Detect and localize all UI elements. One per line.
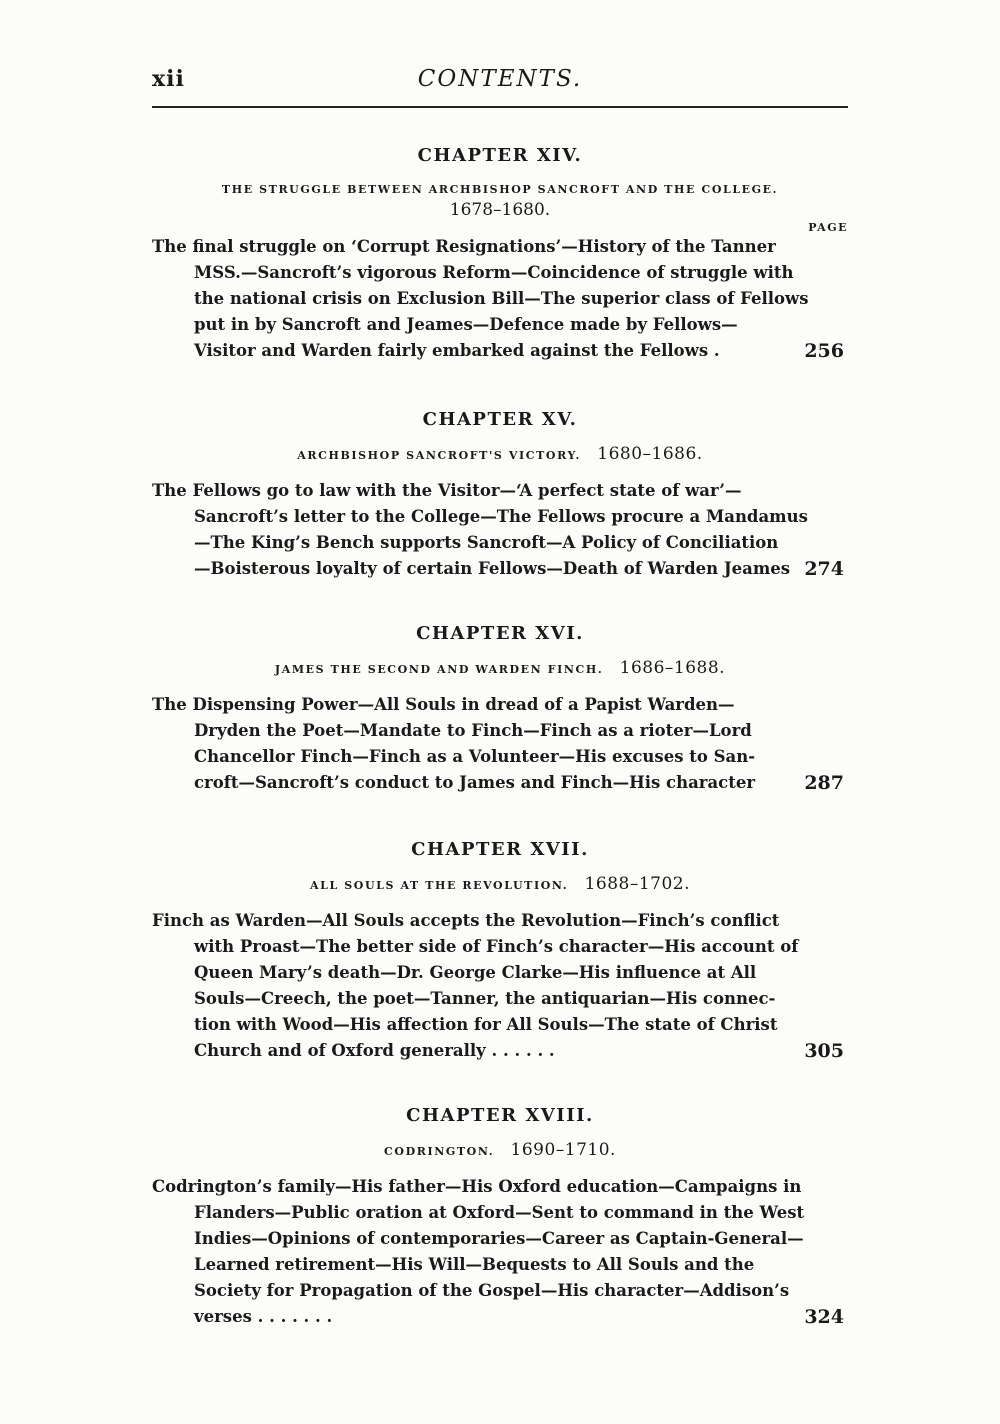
chapter-summary bbox=[152, 692, 848, 796]
summary-line: the national crisis on Exclusion Bill—The superior class of Fellows bbox=[194, 289, 809, 308]
chapter-subtitle-line bbox=[152, 874, 848, 896]
summary-line: Learned retirement—His Will—Bequests to All Souls and the bbox=[194, 1255, 755, 1274]
summary-line: Chancellor Finch—Finch as a Volunteer—His excuses to San- bbox=[194, 747, 756, 766]
running-title: CONTENTS. bbox=[417, 66, 583, 92]
summary-line: Souls—Creech, the poet—Tanner, the antiquarian—His connec- bbox=[194, 989, 776, 1008]
page-reference: 256 bbox=[804, 340, 844, 362]
summary-line: with Proast—The better side of Finch’s character—His account of bbox=[194, 937, 799, 956]
chapter-subtitle: CODRINGTON. bbox=[384, 1145, 495, 1158]
summary-line: MSS.—Sancroft’s vigorous Reform—Coincidence of struggle with bbox=[194, 263, 794, 282]
chapter-subtitle: ALL SOULS AT THE REVOLUTION. bbox=[309, 879, 569, 892]
page-column-label: PAGE bbox=[808, 221, 848, 234]
chapter-xviii bbox=[152, 1104, 848, 1330]
chapter-dates: 1688–1702. bbox=[584, 874, 690, 894]
page-reference: 287 bbox=[804, 772, 844, 794]
summary-line: Finch as Warden—All Souls accepts the Revolution—Finch’s conflict bbox=[152, 911, 780, 930]
chapter-xiv bbox=[152, 144, 848, 364]
chapter-summary bbox=[152, 234, 848, 364]
summary-line: The final struggle on ‘Corrupt Resignations’—History of the Tanner bbox=[152, 237, 776, 256]
summary-line: croft—Sancroft’s conduct to James and Finch—His character bbox=[194, 773, 756, 792]
chapter-subtitle-line bbox=[152, 1140, 848, 1162]
chapter-title: CHAPTER XVIII. bbox=[406, 1105, 594, 1126]
chapter-subtitle-line bbox=[152, 658, 848, 680]
summary-line: verses . . . . . . . bbox=[194, 1307, 333, 1326]
chapter-subtitle: ARCHBISHOP SANCROFT'S VICTORY. bbox=[297, 449, 581, 462]
chapter-summary bbox=[152, 908, 848, 1064]
chapter-dates: 1686–1688. bbox=[619, 658, 726, 678]
chapter-title: CHAPTER XVII. bbox=[411, 839, 589, 860]
chapter-dates: 1678–1680. bbox=[449, 200, 551, 220]
summary-line: The Fellows go to law with the Visitor—‘A perfect state of war’— bbox=[152, 481, 742, 500]
chapter-title: CHAPTER XIV. bbox=[417, 145, 583, 166]
summary-line: —The King’s Bench supports Sancroft—A Policy of Conciliation bbox=[194, 533, 779, 552]
chapter-subtitle-line bbox=[152, 444, 848, 466]
chapter-xvii bbox=[152, 838, 848, 1064]
summary-line: The Dispensing Power—All Souls in dread of a Papist Warden— bbox=[152, 695, 735, 714]
summary-line: Sancroft’s letter to the College—The Fellows procure a Mandamus bbox=[194, 507, 808, 526]
chapter-dates: 1690–1710. bbox=[510, 1140, 616, 1160]
summary-line: Queen Mary’s death—Dr. George Clarke—His influence at All bbox=[194, 963, 757, 982]
chapter-subtitle: JAMES THE SECOND AND WARDEN FINCH. bbox=[274, 663, 604, 676]
summary-line: tion with Wood—His affection for All Souls—The state of Christ bbox=[194, 1015, 778, 1034]
page-reference: 324 bbox=[804, 1306, 844, 1328]
page-header bbox=[152, 66, 848, 106]
chapter-xv bbox=[152, 408, 848, 582]
page-reference: 274 bbox=[804, 558, 844, 580]
summary-line: Visitor and Warden fairly embarked against the Fellows . bbox=[194, 341, 720, 360]
summary-line: Church and of Oxford generally . . . . . . bbox=[194, 1041, 555, 1060]
summary-line: Flanders—Public oration at Oxford—Sent to command in the West bbox=[194, 1203, 805, 1222]
chapter-subtitle: THE STRUGGLE BETWEEN ARCHBISHOP SANCROFT AND THE COLLEGE. bbox=[221, 183, 779, 196]
chapter-dates: 1680–1686. bbox=[597, 444, 703, 464]
summary-line: Society for Propagation of the Gospel—His character—Addison’s bbox=[194, 1281, 790, 1300]
chapter-summary bbox=[152, 1174, 848, 1330]
summary-line: Indies—Opinions of contemporaries—Career as Captain-General— bbox=[194, 1229, 804, 1248]
summary-line: put in by Sancroft and Jeames—Defence made by Fellows— bbox=[194, 315, 738, 334]
chapter-xvi bbox=[152, 622, 848, 796]
chapter-title: CHAPTER XVI. bbox=[416, 623, 584, 644]
header-rule bbox=[152, 106, 848, 108]
page-number: xii bbox=[152, 66, 185, 92]
summary-line: Dryden the Poet—Mandate to Finch—Finch as a rioter—Lord bbox=[194, 721, 752, 740]
page-reference: 305 bbox=[804, 1040, 844, 1062]
chapter-title: CHAPTER XV. bbox=[422, 409, 578, 430]
chapter-summary bbox=[152, 478, 848, 582]
summary-line: —Boisterous loyalty of certain Fellows—Death of Warden Jeames bbox=[194, 559, 791, 578]
summary-line: Codrington’s family—His father—His Oxford education—Campaigns in bbox=[152, 1177, 802, 1196]
